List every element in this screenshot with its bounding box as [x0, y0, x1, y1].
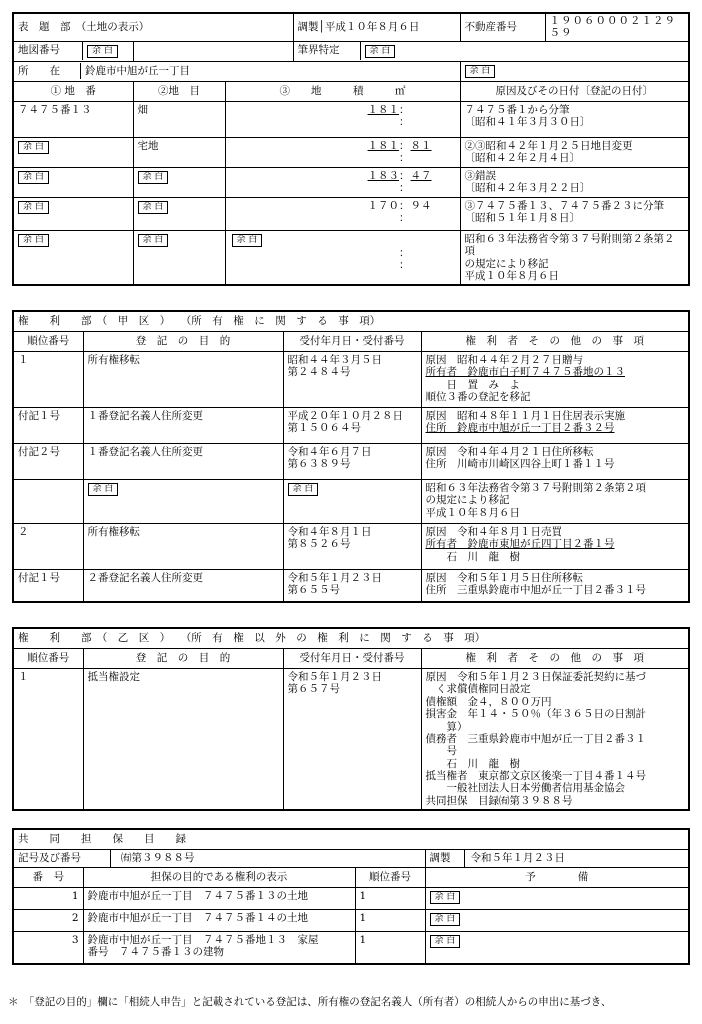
cause-cell	[460, 137, 689, 167]
col-chiseki: ③ 地 積 ㎡	[225, 81, 460, 101]
purpose-value: １番登記名義人住所変更	[87, 446, 203, 458]
shozai-label: 所 在	[14, 63, 81, 79]
text-line: 〔昭和４１年３月３０日〕	[464, 116, 591, 129]
text-line: 債権額 金４，８００万円	[425, 695, 552, 708]
text-line: 算）	[425, 720, 468, 733]
kyodo-yobi	[425, 910, 689, 932]
text-line: 昭和６３年法務省令第３７号附則第２条第２項	[464, 232, 675, 258]
chiseki-cell: １８３：４７ ：	[225, 167, 460, 197]
purpose-cell	[83, 408, 283, 444]
rank-cell	[13, 480, 83, 524]
detail-cell	[421, 524, 689, 570]
col-no: 番 号	[13, 868, 83, 888]
detail-cell	[421, 669, 689, 811]
text-line: 原因 令和５年１月２３日保証委託契約に基づ	[425, 671, 646, 683]
receipt-cell	[283, 352, 421, 408]
kyodo-chosei-cell	[425, 850, 689, 868]
hyodai-row	[13, 101, 689, 137]
text-line: 第８５２６号	[287, 538, 351, 551]
yohaku-mark: 余 白	[18, 171, 49, 184]
yohaku-mark: 余 白	[88, 483, 119, 496]
kyodo-title: 共 同 担 保 目 録	[13, 829, 689, 850]
text-line: 〔昭和４２年３月２２日〕	[464, 182, 591, 195]
text-line: 〔昭和４２年２月４日〕	[464, 152, 581, 165]
kyodo-no: 1	[13, 888, 83, 910]
hyodai-section	[12, 12, 690, 286]
chiban-cell	[13, 101, 133, 137]
detail-cell	[421, 480, 689, 524]
yohaku-mark: 余 白	[430, 935, 461, 948]
text-line: 〔昭和５１年１月８日〕	[464, 212, 581, 225]
kyodo-section	[12, 828, 690, 965]
col-yobi: 予 備	[425, 868, 689, 888]
text-line: 住所 三重県鈴鹿市中旭が丘一丁目２番３１号	[425, 584, 646, 597]
hyodai-title: 表 題 部 （土地の表示）	[13, 13, 293, 41]
hikkai-cell	[293, 41, 689, 61]
receipt-cell	[283, 408, 421, 444]
purpose-value: 所有権移転	[87, 526, 140, 538]
yohaku-mark: 余 白	[138, 234, 169, 247]
kyodo-row	[13, 932, 689, 964]
kyodo-rank: 1	[355, 888, 425, 910]
chiseki-dec: ４７	[410, 169, 432, 182]
text-line: 原因 昭和４４年２月２７日贈与	[425, 354, 583, 366]
yohaku-mark: 余 白	[18, 234, 49, 247]
col-desc: 担保の目的である権利の表示	[83, 868, 355, 888]
text-line: 第６５７号	[287, 683, 340, 696]
chiseki-int: １８１	[367, 139, 400, 152]
chiseki-value: ：	[399, 246, 410, 259]
text-line: 平成１０年８月６日	[425, 506, 520, 519]
kyodo-row	[13, 910, 689, 932]
chiseki-cell: １８１：８１ ：	[225, 137, 460, 167]
yohaku-mark: 余 白	[138, 171, 169, 184]
text-line: 令和４年８月１日	[287, 526, 372, 538]
yohaku-mark: 余 白	[288, 483, 319, 496]
chiban-cell	[13, 167, 133, 197]
rank-cell: 付記２号	[13, 444, 83, 480]
receipt-cell	[283, 444, 421, 480]
text-line: 令和５年１月２３日	[287, 671, 382, 683]
text-line: 石 川 龍 樹	[425, 550, 520, 563]
col-detail: 権 利 者 そ の 他 の 事 項	[421, 649, 689, 669]
yohaku-mark: 余 白	[18, 141, 49, 154]
chiban-cell	[13, 197, 133, 230]
kenri-row	[13, 669, 689, 811]
text-line: 原因 令和５年１月５日住所移転	[425, 572, 583, 584]
chimoku-cell	[133, 167, 225, 197]
yohaku-mark: 余 白	[232, 234, 263, 247]
text-line: 令和４年６月７日	[287, 446, 372, 458]
kyodo-desc	[83, 932, 355, 964]
kenri-ko-rows	[13, 352, 689, 602]
chimoku-cell	[133, 230, 225, 285]
cause-cell	[460, 101, 689, 137]
text-line: 共同担保 目録㈲第３９８８号	[425, 794, 573, 807]
text-line: 鈴鹿市中旭が丘一丁目 ７４７５番１４の土地	[87, 912, 308, 924]
kenri-row	[13, 480, 689, 524]
col-chimoku: ②地 目	[133, 81, 225, 101]
col-detail: 権 利 者 そ の 他 の 事 項	[421, 332, 689, 352]
receipt-cell	[283, 669, 421, 811]
chizu-value	[133, 41, 293, 61]
cause-cell	[460, 230, 689, 285]
chimoku-value: 宅地	[137, 139, 159, 152]
col-rank: 順位番号	[13, 649, 83, 669]
rank-cell: ２	[13, 524, 83, 570]
text-line: 一般社団法人日本労働者信用基金協会	[425, 782, 625, 795]
detail-cell	[421, 352, 689, 408]
text-line: 平成２０年１０月２８日	[287, 410, 403, 422]
kyodo-desc	[83, 888, 355, 910]
chimoku-value: 畑	[137, 103, 148, 116]
kenri-row	[13, 352, 689, 408]
kyodo-row	[13, 888, 689, 910]
yohaku-mark: 余 白	[430, 913, 461, 926]
text-line: 昭和６３年法務省令第３７号附則第２条第２項	[425, 482, 646, 494]
chiban-cell	[13, 137, 133, 167]
chizu-cell	[13, 41, 133, 61]
kyodo-no: 2	[13, 910, 83, 932]
chiban-cell	[13, 230, 133, 285]
text-line: 第２４８４号	[287, 366, 351, 379]
kyodo-desc	[83, 910, 355, 932]
purpose-cell	[83, 570, 283, 602]
col-purpose: 登 記 の 目 的	[83, 649, 283, 669]
yohaku-mark: 余 白	[18, 201, 49, 214]
yohaku-mark: 余 白	[87, 45, 118, 58]
text-line: 所有者 鈴鹿市白子町７４７５番地の１３	[425, 366, 625, 379]
fudosan-no: １９０６０００２１２９５９	[545, 13, 689, 41]
kyodo-chosei-date: 令和５年１月２３日	[470, 852, 565, 865]
shozai-value: 鈴鹿市中旭が丘一丁目	[85, 65, 190, 78]
shozai-yohaku: 余 白	[460, 61, 689, 81]
purpose-cell	[83, 524, 283, 570]
kenri-row	[13, 408, 689, 444]
purpose-cell	[83, 480, 283, 524]
yohaku-mark: 余 白	[138, 201, 169, 214]
kyodo-rows	[13, 888, 689, 964]
kenri-row	[13, 444, 689, 480]
hyodai-row	[13, 137, 689, 167]
col-cause: 原因及びその日付〔登記の日付〕	[460, 81, 689, 101]
text-line: 順位３番の登記を移記	[425, 391, 531, 404]
kenri-row	[13, 524, 689, 570]
rank-cell: 付記１号	[13, 570, 83, 602]
text-line: 日 置 み よ	[425, 378, 520, 391]
text-line: 第１５０６４号	[287, 422, 361, 435]
text-line: ②③昭和４２年１月２５日地目変更	[464, 139, 633, 152]
col-rank: 順位番号	[13, 332, 83, 352]
col-chiban: ① 地 番	[13, 81, 133, 101]
text-line: ③錯誤	[464, 169, 497, 182]
detail-cell	[421, 408, 689, 444]
purpose-value: １番登記名義人住所変更	[87, 410, 203, 422]
purpose-value: ２番登記名義人住所変更	[87, 572, 203, 584]
text-line: 番号 ７４７５番１３の建物	[87, 946, 224, 959]
footnote: ＊ 「登記の目的」欄に「相続人申告」と記載されている登記は、所有権の登記名義人（所有者）の相続人からの申出に基づき、	[8, 996, 612, 1008]
detail-cell	[421, 570, 689, 602]
kigo-cell	[13, 850, 425, 868]
receipt-cell	[283, 524, 421, 570]
text-line: 損害金 年１４・５０％（年３６５日の日割計	[425, 708, 646, 721]
hikkai-label: 筆界特定	[294, 42, 361, 60]
kenri-ko-title: 権 利 部 （ 甲 区 ） （所 有 権 に 関 す る 事 項）	[13, 311, 689, 332]
text-line: 住所 川崎市川崎区四谷上町１番１１号	[425, 458, 615, 471]
kenri-otsu-title: 権 利 部 （ 乙 区 ） （所 有 権 以 外 の 権 利 に 関 す る 事 項）	[13, 628, 689, 649]
purpose-cell	[83, 352, 283, 408]
chiseki-int: １８３	[367, 169, 400, 182]
kyodo-no: 3	[13, 932, 83, 964]
chiseki-value: １７０：９４	[367, 199, 432, 212]
shozai-cell	[13, 61, 460, 81]
col-receipt: 受付年月日・受付番号	[283, 332, 421, 352]
chiseki-cell: 余 白 ： ：	[225, 230, 460, 285]
rank-cell: １	[13, 352, 83, 408]
text-line: 原因 令和４年８月１日売買	[425, 526, 562, 538]
col-receipt: 受付年月日・受付番号	[283, 649, 421, 669]
chiseki-int: １８１	[367, 103, 400, 116]
cause-cell	[460, 197, 689, 230]
kenri-otsu-rows	[13, 669, 689, 811]
receipt-cell	[283, 570, 421, 602]
text-line: 債務者 三重県鈴鹿市中旭が丘一丁目２番３１	[425, 732, 646, 745]
kenri-otsu-section	[12, 627, 690, 811]
kigo-label: 記号及び番号	[14, 850, 111, 866]
hyodai-row	[13, 197, 689, 230]
col-kyodo-rank: 順位番号	[355, 868, 425, 888]
chiseki-value: １８１：	[367, 103, 410, 116]
text-line: の規定により移記	[464, 257, 549, 270]
text-line: 住所 鈴鹿市中旭が丘一丁目２番３２号	[425, 422, 615, 435]
kyodo-yobi	[425, 932, 689, 964]
chiseki-cell: １７０：９４ ：	[225, 197, 460, 230]
chiban-value: ７４７５番１３	[18, 103, 92, 116]
chiseki-value: １８３：４７	[367, 169, 432, 182]
purpose-cell	[83, 669, 283, 811]
kyodo-yobi	[425, 888, 689, 910]
chiseki-dec: ９４	[410, 199, 432, 212]
kenri-ko-section	[12, 310, 690, 603]
text-line: 第６３８９号	[287, 458, 351, 471]
chimoku-cell	[133, 197, 225, 230]
chiseki-int: １７０	[367, 199, 400, 212]
col-purpose: 登 記 の 目 的	[83, 332, 283, 352]
receipt-cell	[283, 480, 421, 524]
text-line: 所有者 鈴鹿市東旭が丘四丁目２番１号	[425, 538, 615, 551]
kyodo-rank: 1	[355, 932, 425, 964]
kyodo-rank: 1	[355, 910, 425, 932]
purpose-cell	[83, 444, 283, 480]
chiseki-cell: １８１： ：	[225, 101, 460, 137]
hyodai-rows	[13, 101, 689, 285]
text-line: 昭和４４年３月５日	[287, 354, 382, 366]
text-line: 平成１０年８月６日	[464, 269, 560, 282]
text-line: 原因 昭和４８年１１月１日住居表示実施	[425, 410, 625, 422]
text-line: 第６５５号	[287, 584, 340, 597]
text-line: 原因 令和４年４月２１日住所移転	[425, 446, 594, 458]
purpose-value: 所有権移転	[87, 354, 140, 366]
hyodai-row	[13, 230, 689, 285]
rank-cell: １	[13, 669, 83, 811]
yohaku-mark: 余 白	[430, 891, 461, 904]
kigo-value: ㈲第３９８８号	[121, 852, 195, 865]
text-line: 号	[425, 745, 457, 758]
yohaku-mark: 余 白	[365, 45, 396, 58]
text-line: ７４７５番１から分筆	[464, 103, 570, 116]
rank-cell: 付記１号	[13, 408, 83, 444]
kyodo-chosei-label: 調製	[426, 850, 465, 866]
chimoku-cell	[133, 137, 225, 167]
hyodai-chosei: 調製│平成１０年８月６日	[293, 13, 460, 41]
text-line: 抵当権者 東京都文京区後楽一丁目４番１４号	[425, 770, 646, 782]
text-line: 令和５年１月２３日	[287, 572, 382, 584]
purpose-value: 抵当権設定	[87, 671, 140, 683]
chizu-label: 地図番号	[14, 42, 83, 60]
text-line: 鈴鹿市中旭が丘一丁目 ７４７５番地１３ 家屋	[87, 934, 319, 946]
hyodai-row	[13, 167, 689, 197]
chiseki-dec: ８１	[410, 139, 432, 152]
fudosan-label: 不動産番号	[460, 13, 545, 41]
text-line: 鈴鹿市中旭が丘一丁目 ７４７５番１３の土地	[87, 890, 308, 902]
text-line: 石 川 龍 樹	[425, 757, 520, 770]
text-line: ③７４７５番１３、７４７５番２３に分筆	[464, 199, 665, 212]
chiseki-value: １８１：８１	[367, 139, 432, 152]
text-line: く求償債権同日設定	[425, 683, 531, 696]
cause-cell	[460, 167, 689, 197]
chimoku-cell	[133, 101, 225, 137]
kenri-row	[13, 570, 689, 602]
text-line: の規定により移記	[425, 494, 510, 507]
detail-cell	[421, 444, 689, 480]
